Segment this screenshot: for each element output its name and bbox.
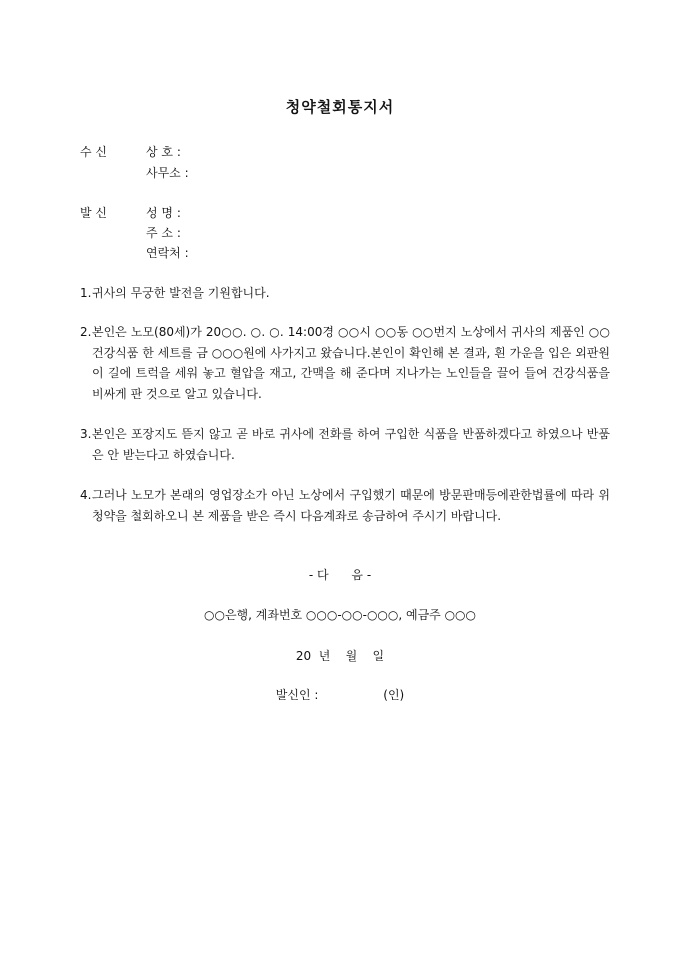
sender-contact-label: 연락처 : [146, 246, 189, 260]
paragraph-number: 1. [80, 286, 92, 300]
paragraph-text: 본인은 노모(80세)가 20○○. ○. ○. 14:00경 ○○시 ○○동 ○○번지 노상에서 귀사의 제품인 ○○건강식품 한 세트를 금 ○○○원에 사가지고 왔습니다.본인이 확인해 본 결과, 흰 가운을 입은 외판원이 길에 트럭을 세워 놓고 혈압을 재고, 간맥을 해 준다며 지나가는 노인들을 끌어 들여 건강식품을 비싸게 판 것으로 알고 있습니다. [92, 325, 610, 401]
paragraph-4 [80, 485, 610, 526]
da-eum-heading: - 다 음 - [308, 568, 372, 582]
document-title: 청약철회통지서 [285, 98, 395, 116]
sender-address-label: 주 소 : [146, 226, 181, 240]
recipient-label: 수 신 [80, 145, 107, 159]
paragraph-number: 4. [80, 488, 92, 502]
paragraph-3 [80, 424, 610, 465]
paragraph-1 [80, 283, 610, 304]
paragraph-number: 3. [80, 427, 92, 441]
paragraph-text: 그러나 노모가 본래의 영업장소가 아닌 노상에서 구입했기 때문에 방문판매등에관한법률에 따라 위 청약을 철회하오니 본 제품을 받은 즉시 다음계좌로 송금하여 주시기 바랍니다. [92, 488, 610, 523]
account-info: ○○은행, 계좌번호 ○○○-○○-○○○, 예금주 ○○○ [204, 608, 476, 622]
sender-name-label: 성 명 : [146, 206, 181, 220]
paragraph-2 [80, 322, 610, 404]
sender-label: 발 신 [80, 206, 107, 220]
date-line: 20 년 월 일 [295, 649, 385, 663]
paragraph-number: 2. [80, 325, 92, 339]
recipient-company-label: 상 호 : [146, 145, 181, 159]
paragraph-text: 귀사의 무궁한 발전을 기원합니다. [92, 286, 270, 300]
paragraph-text: 본인은 포장지도 뜯지 않고 곧 바로 귀사에 전화를 하여 구입한 식품을 반품하겠다고 하였으나 반품은 안 받는다고 하였습니다. [92, 427, 610, 462]
signature-line: 발신인 : (인) [275, 688, 405, 702]
recipient-office-label: 사무소 : [146, 166, 189, 180]
